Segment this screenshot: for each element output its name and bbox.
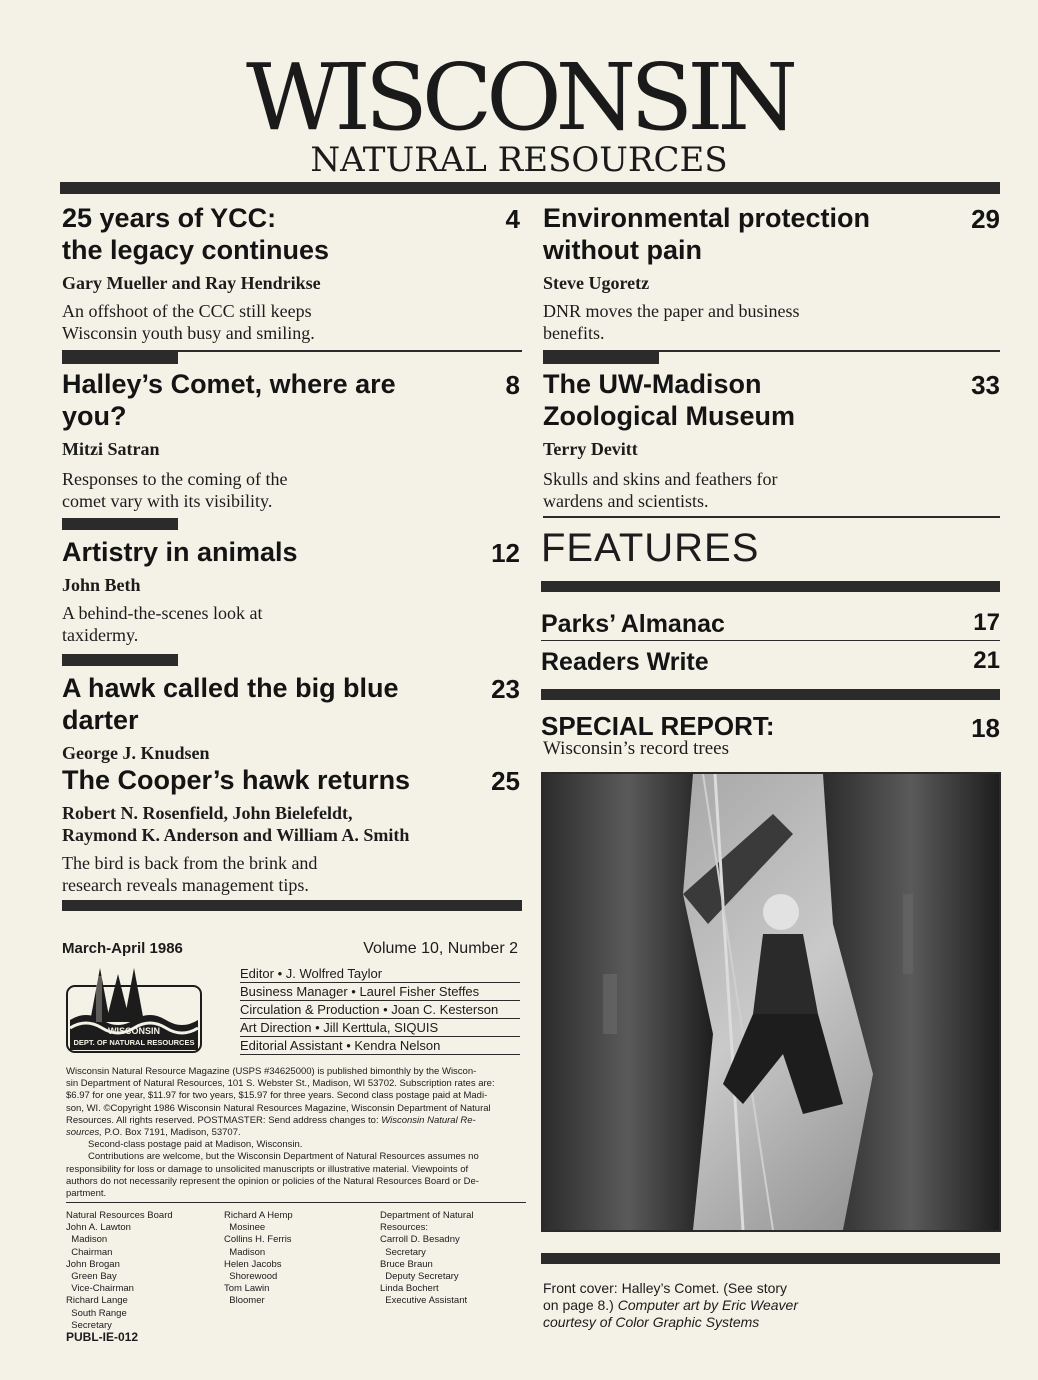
page-number: 25 (491, 766, 520, 796)
special-report-subtitle: Wisconsin’s record trees (543, 738, 730, 759)
article-dek: wardens and scientists. (543, 491, 709, 511)
page-number: 12 (491, 538, 520, 568)
staff-art: Art Direction • Jill Kerttula, SIQUIS (240, 1020, 520, 1037)
special-rule (541, 689, 1000, 700)
article-title: Environmental protection (543, 203, 871, 233)
staff-circulation: Circulation & Production • Joan C. Kesterson (240, 1002, 520, 1019)
article-environmental[interactable] (543, 202, 1003, 344)
feature-parks[interactable]: Parks’ Almanac (541, 610, 725, 638)
article-title: The UW-Madison (543, 369, 762, 399)
masthead-rule (60, 182, 1000, 194)
section-bar (62, 654, 178, 666)
page-number: 21 (973, 647, 1000, 674)
article-author: Mitzi Satran (62, 439, 160, 459)
publication-notice: Wisconsin Natural Resource Magazine (USPS #34625000) is published bimonthly by the Wiscon- sin Department of Natural Resources, 101 S. Webster St., Madison, WI 53702. Subscription rates are: $6.97 for one year, $11.97 for two years, $15.97 for three years. Second class postage paid at Madi- son, WI. ©Copyright 1986 Wisconsin Natural Resources Magazine, Wisconsin Department of Natural Resources. All rights reserved. POSTMASTER: Send address changes to: Wisconsin Natural Re- sources, P.O. Box 7191, Madison, 53707. Second-class postage paid at Madison, Wisconsin. Contributions are welcome, but the Wisconsin Department of Natural Resources assumes no responsibility for loss or damage to unsolicited manuscripts or illustrative material. Viewpoints of authors do not necessarily represent the opinion or policies of the Natural Resources Board or De- partment. (66, 1066, 495, 1200)
article-dek: research reveals management tips. (62, 875, 309, 895)
masthead-title: WISCONSIN (245, 44, 793, 151)
page-number: 17 (973, 609, 1000, 636)
article-title: 25 years of YCC: (62, 203, 277, 233)
caption-rule (541, 1253, 1000, 1264)
article-dek: Responses to the coming of the (62, 469, 288, 489)
logo-line2: DEPT. OF NATURAL RESOURCES (73, 1038, 195, 1047)
article-author: Steve Ugoretz (543, 273, 650, 293)
cover-photo (541, 772, 1001, 1232)
article-title: the legacy continues (62, 235, 330, 265)
article-title: you? (62, 401, 127, 431)
divider (66, 1202, 526, 1203)
staff-editor: Editor • J. Wolfred Taylor (240, 966, 520, 983)
article-author: Terry Devitt (543, 439, 638, 459)
article-title: without pain (543, 235, 702, 265)
issue-date: March-April 1986 (62, 940, 183, 957)
board-column-2: Richard A Hemp Mosinee Collins H. Ferris Madison Helen Jacobs Shorewood Tom Lawin Bloomer (224, 1210, 293, 1307)
article-dek: DNR moves the paper and business (543, 301, 800, 321)
board-column-3: Department of Natural Resources: Carroll D. Besadny Secretary Bruce Braun Deputy Secretary Linda Bochert Executive Assistant (380, 1210, 474, 1307)
dnr-logo (66, 966, 202, 1054)
cover-caption: Front cover: Halley’s Comet. (See story on page 8.) Computer art by Eric Weaver courtesy of Color Graphic Systems (543, 1280, 798, 1330)
article-halley[interactable] (62, 368, 522, 512)
tree-climber-photo-icon (543, 774, 999, 1230)
article-dek: Skulls and skins and feathers for (543, 469, 778, 489)
staff-list (240, 966, 520, 1055)
issue-volume: Volume 10, Number 2 (363, 940, 518, 957)
article-author: Robert N. Rosenfield, John Bielefeldt, (62, 803, 353, 823)
staff-business: Business Manager • Laurel Fisher Steffes (240, 984, 520, 1001)
page-number: 8 (505, 370, 520, 400)
section-bar (62, 352, 178, 364)
article-title: Zoological Museum (543, 401, 796, 431)
page-number: 23 (491, 674, 520, 704)
publ-code: PUBL-IE-012 (66, 1330, 139, 1344)
article-dek: benefits. (543, 323, 605, 343)
divider (543, 516, 1000, 518)
page-number: 4 (505, 204, 520, 234)
logo-line1: WISCONSIN (107, 1026, 160, 1036)
section-rule (62, 900, 522, 911)
article-cooper[interactable] (62, 764, 522, 896)
article-title: Halley’s Comet, where are (62, 369, 396, 399)
article-title: Artistry in animals (62, 537, 298, 567)
special-report-title[interactable]: SPECIAL REPORT: (541, 711, 775, 741)
divider (541, 640, 1000, 641)
features-rule (541, 581, 1000, 592)
article-dek: An offshoot of the CCC still keeps (62, 301, 312, 321)
article-dek: The bird is back from the brink and (62, 853, 318, 873)
article-ycc[interactable] (62, 202, 522, 344)
article-author: George J. Knudsen (62, 743, 210, 763)
article-title: The Cooper’s hawk returns (62, 765, 411, 795)
page-number: 29 (971, 204, 1000, 234)
page-number: 18 (971, 713, 1000, 743)
article-hawk[interactable] (62, 672, 522, 764)
feature-readers[interactable]: Readers Write (541, 648, 709, 676)
page-number: 33 (971, 370, 1000, 400)
staff-editorial: Editorial Assistant • Kendra Nelson (240, 1038, 520, 1055)
section-bar (62, 518, 178, 530)
article-title: A hawk called the big blue (62, 673, 399, 703)
features-heading: FEATURES (541, 526, 760, 570)
article-dek: Wisconsin youth busy and smiling. (62, 323, 315, 343)
article-dek: comet vary with its visibility. (62, 491, 273, 511)
article-author: Raymond K. Anderson and William A. Smith (62, 825, 410, 845)
board-column-1: Natural Resources Board John A. Lawton Madison Chairman John Brogan Green Bay Vice-Chairman Richard Lange South Range Secretary (66, 1210, 173, 1331)
article-dek: A behind-the-scenes look at (62, 603, 263, 623)
article-author: John Beth (62, 575, 141, 595)
article-dek: taxidermy. (62, 625, 139, 645)
article-author: Gary Mueller and Ray Hendrikse (62, 273, 321, 293)
article-title: darter (62, 705, 139, 735)
section-bar (543, 352, 659, 364)
masthead-subtitle: NATURAL RESOURCES (310, 140, 728, 180)
article-museum[interactable] (543, 368, 1003, 512)
article-artistry[interactable] (62, 536, 522, 646)
